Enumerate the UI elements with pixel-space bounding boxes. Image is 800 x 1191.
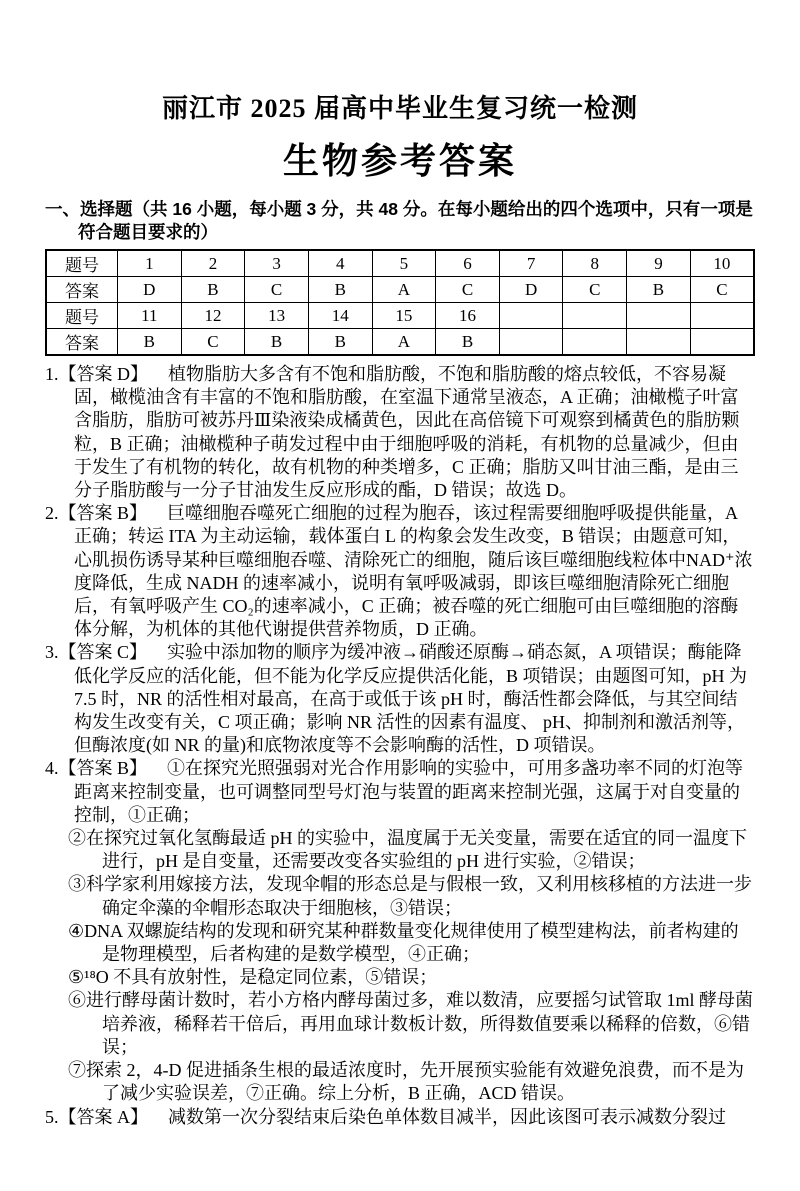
answer-table-body bbox=[46, 250, 754, 355]
answer-cell: C bbox=[436, 277, 500, 303]
answer-cell bbox=[627, 303, 691, 329]
answer-cell: 1 bbox=[118, 250, 182, 277]
explanation-text: 实验中添加物的顺序为缓冲液→硝酸还原酶→硝态氮，A 项错误；酶能降低化学反应的活化能，但不能为化学反应提供活化能，B 项错误；由题图可知，pH 为 7.5 时，NR 的活性相对最高，在高于或低于该 pH 时，酶活性都会降低，与其空间结构发生改变有关，C 项正确；影响 NR 活性的因素有温度、 pH、抑制剂和激活剂等，但酶浓度(如 NR 的量)和底物浓度等不会影响酶的活性，D 项错误。 bbox=[74, 642, 748, 756]
section-number: 一、 bbox=[45, 199, 80, 219]
answer-cell: 3 bbox=[245, 250, 309, 277]
answer-cell: B bbox=[436, 329, 500, 356]
answer-label: 【答案 D】 bbox=[58, 364, 148, 384]
answer-cell: 8 bbox=[563, 250, 627, 277]
explanation-main bbox=[45, 757, 755, 827]
row-header-cell: 题号 bbox=[46, 303, 118, 329]
explanation-sub-item: ④DNA 双螺旋结构的发现和研究某种群数量变化规律使用了模型建构法，前者构建的是物理模型，后者构建的是数学模型，④正确； bbox=[68, 920, 739, 965]
subject-title: 生物参考答案 bbox=[282, 141, 517, 181]
answer-table-row bbox=[46, 329, 754, 356]
explanation-sub-item: ②在探究过氧化氢酶最适 pH 的实验中，温度属于无关变量，需要在适宜的同一温度下进行，pH 是自变量，还需要改变各实验组的 pH 进行实验，②错误； bbox=[68, 828, 747, 872]
answer-cell: 11 bbox=[118, 303, 182, 329]
answer-cell: 13 bbox=[245, 303, 309, 329]
answer-cell: 10 bbox=[690, 250, 754, 277]
answer-table-row bbox=[46, 277, 754, 303]
answer-table-row bbox=[46, 250, 754, 277]
answer-table-row bbox=[46, 303, 754, 329]
answer-cell: 7 bbox=[499, 250, 563, 277]
answer-cell: C bbox=[245, 277, 309, 303]
answer-cell: 6 bbox=[436, 250, 500, 277]
answer-cell: D bbox=[118, 277, 182, 303]
explanation-text: 巨噬细胞吞噬死亡细胞的过程为胞吞，该过程需要细胞呼吸提供能量，A 正确；转运 ITA 为主动运输，载体蛋白 L 的构象会发生改变，B 错误；由题意可知，心肌损伤诱导某种巨噬细胞吞噬、清除死亡的细胞，随后该巨噬细胞线粒体中NAD⁺浓度降低，生成 NADH 的速率减小，说明有氧呼吸减弱，即该巨噬细胞清除死亡细胞后，有氧呼吸产生 CO₂的速率减小，C 正确；被吞噬的死亡细胞可由巨噬细胞的溶酶体分解，为机体的其他代谢提供营养物质，D 正确。 bbox=[74, 503, 753, 640]
explanations bbox=[45, 363, 755, 1129]
answer-cell: C bbox=[181, 329, 245, 356]
explanation-text: 植物脂肪大多含有不饱和脂肪酸，不饱和脂肪酸的熔点较低，不容易凝固，橄榄油含有丰富的不饱和脂肪酸，在室温下通常呈液态，A 正确；油橄榄子叶富含脂肪，脂肪可被苏丹Ⅲ染液染成橘黄色，因此在高倍镜下可观察到橘黄色的脂肪颗粒，B 正确；油橄榄种子萌发过程中由于细胞呼吸的消耗，有机物的总量减少，但由于发生了有机物的转化，故有机物的种类增多，C 正确；脂肪又叫甘油三酯，是由三分子脂肪酸与一分子甘油发生反应形成的酯，D 错误；故选 D。 bbox=[74, 364, 740, 501]
explanation-number: 3. bbox=[45, 642, 59, 663]
answer-cell: 16 bbox=[436, 303, 500, 329]
explanation-sub-item: ⑤¹⁸O 不具有放射性，是稳定同位素，⑤错误； bbox=[68, 967, 438, 988]
explanation-number: 5. bbox=[45, 1106, 59, 1127]
explanation-number: 2. bbox=[45, 503, 59, 524]
row-header-cell: 答案 bbox=[46, 277, 118, 303]
answer-cell: B bbox=[181, 277, 245, 303]
answer-cell: 9 bbox=[627, 250, 691, 277]
answer-cell bbox=[499, 329, 563, 356]
answer-cell bbox=[563, 329, 627, 356]
row-header-cell: 答案 bbox=[46, 329, 118, 356]
answer-cell: C bbox=[563, 277, 627, 303]
explanation-text: 减数第一次分裂结束后染色单体数目减半，因此该图可表示减数分裂过 bbox=[168, 1106, 726, 1127]
answer-explanation bbox=[45, 363, 755, 502]
explanation-main bbox=[45, 1106, 755, 1129]
answer-cell: 5 bbox=[372, 250, 436, 277]
answer-label: 【答案 B】 bbox=[58, 758, 148, 779]
answer-label: 【答案 C】 bbox=[58, 642, 148, 663]
explanation-main bbox=[45, 502, 755, 641]
answer-cell bbox=[690, 329, 754, 356]
section-heading bbox=[45, 198, 755, 244]
answer-cell: 4 bbox=[308, 250, 372, 277]
answer-cell bbox=[499, 303, 563, 329]
explanation-main bbox=[45, 641, 755, 757]
answer-cell: 12 bbox=[181, 303, 245, 329]
answer-explanation bbox=[45, 502, 755, 641]
answer-explanation bbox=[45, 1106, 755, 1129]
answer-cell: B bbox=[118, 329, 182, 356]
answer-cell: B bbox=[308, 277, 372, 303]
answer-cell: A bbox=[372, 329, 436, 356]
section-heading-text: 选择题（共 16 小题，每小题 3 分，共 48 分。在每小题给出的四个选项中，只有一项是符合题目要求的） bbox=[78, 199, 753, 242]
answer-cell bbox=[627, 329, 691, 356]
answer-table bbox=[45, 249, 755, 356]
answer-cell: C bbox=[690, 277, 754, 303]
row-header-cell: 题号 bbox=[46, 250, 118, 277]
answer-cell: B bbox=[627, 277, 691, 303]
answer-cell: 2 bbox=[181, 250, 245, 277]
answer-cell: B bbox=[245, 329, 309, 356]
explanation-number: 4. bbox=[45, 758, 59, 779]
explanation-main bbox=[45, 363, 755, 502]
answer-cell: D bbox=[499, 277, 563, 303]
explanation-sub-item: ⑦探索 2，4-D 促进插条生根的最适浓度时，先开展预实验能有效避免浪费，而不是为了减少实验误差，⑦正确。综上分析，B 正确，ACD 错误。 bbox=[68, 1060, 744, 1104]
answer-cell bbox=[563, 303, 627, 329]
answer-cell: A bbox=[372, 277, 436, 303]
answer-cell: 15 bbox=[372, 303, 436, 329]
explanation-sub-item: ③科学家利用嫁接方法，发现伞帽的形态总是与假根一致，又利用核移植的方法进一步确定伞藻的伞帽形态取决于细胞核，③错误； bbox=[68, 874, 752, 918]
answer-cell: 14 bbox=[308, 303, 372, 329]
explanation-text: ①在探究光照强弱对光合作用影响的实验中，可用多盏功率不同的灯泡等距离来控制变量，也可调整同型号灯泡与装置的距离来控制光强，这属于对自变量的控制，①正确； bbox=[74, 758, 744, 825]
explanation-sub-item: ⑥进行酵母菌计数时，若小方格内酵母菌过多，难以数清，应要摇匀试管取 1ml 酵母菌培养液，稀释若干倍后，再用血球计数板计数，所得数值要乘以稀释的倍数，⑥错误； bbox=[68, 990, 753, 1057]
exam-title: 丽江市 2025 届高中毕业生复习统一检测 bbox=[161, 94, 638, 123]
explanation-number: 1. bbox=[45, 364, 59, 384]
answer-label: 【答案 B】 bbox=[58, 503, 148, 524]
answer-label: 【答案 A】 bbox=[58, 1106, 148, 1127]
answer-cell: B bbox=[308, 329, 372, 356]
answer-explanation bbox=[45, 641, 755, 757]
answer-explanation bbox=[45, 757, 755, 1105]
answer-cell bbox=[690, 303, 754, 329]
